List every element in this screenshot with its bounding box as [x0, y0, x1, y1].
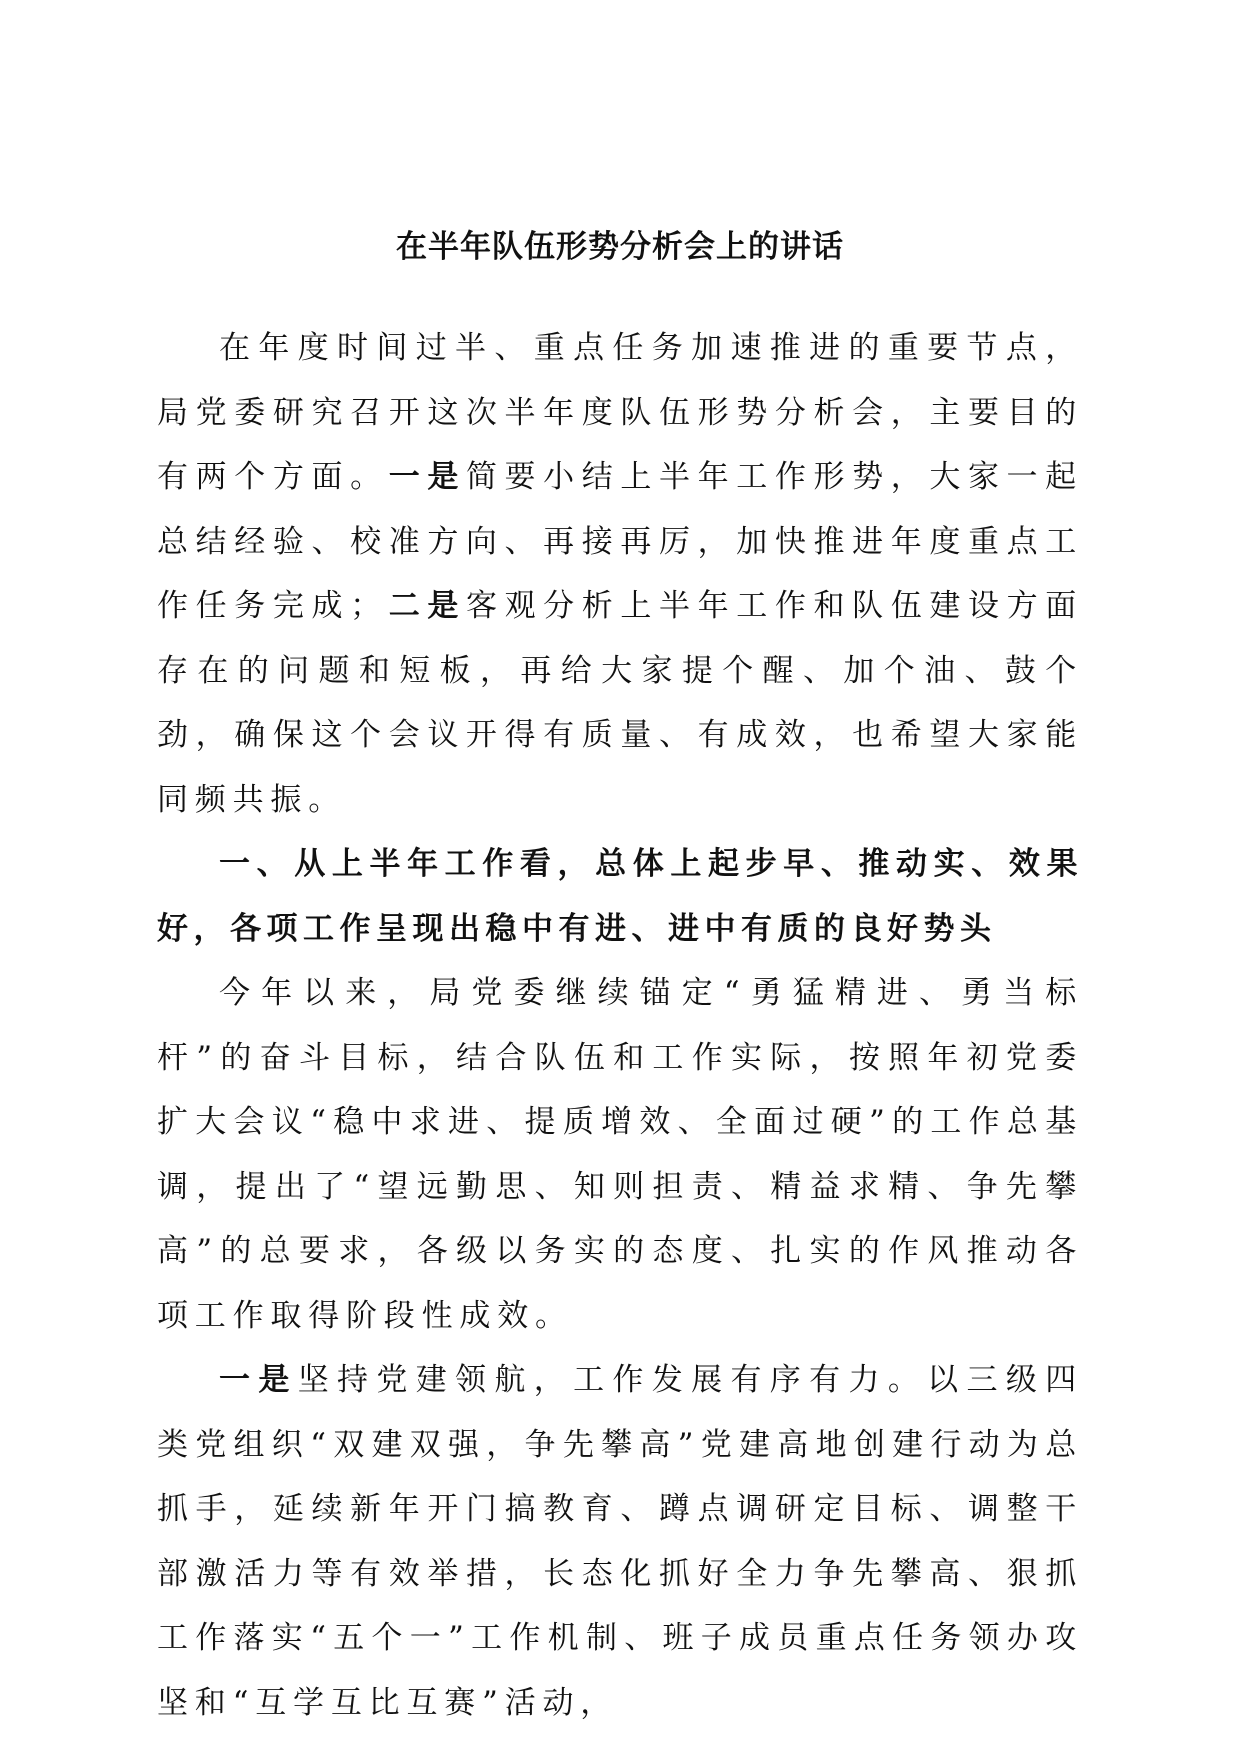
document-title: 在半年队伍形势分析会上的讲话 — [396, 229, 844, 265]
point-paragraph — [157, 1348, 1083, 1735]
intro-paragraph — [157, 316, 1083, 832]
intro-text-1: 在年度时间过半、重点任务加速推进的重要节点，局党委研究召开这次半年度队伍形势分析会，主要目的有两个方面。 — [157, 330, 1083, 495]
intro-text-3: 客观分析上半年工作和队伍建设方面存在的问题和短板，再给大家提个醒、加个油、鼓个劲，确保这个会议开得有质量、有成效，也希望大家能同频共振。 — [157, 588, 1083, 818]
section-heading: 一、从上半年工作看，总体上起步早、推动实、效果好，各项工作呈现出稳中有进、进中有质的良好势头 — [157, 846, 1083, 947]
intro-text-2: 简要小结上半年工作形势，大家一起总结经验、校准方向、再接再厉，加快推进年度重点工作任务完成； — [157, 459, 1083, 624]
point-text: 坚持党建领航，工作发展有序有力。以三级四类党组织“双建双强，争先攀高”党建高地创建行动为总抓手，延续新年开门搞教育、蹲点调研定目标、调整干部激活力等有效举措，长态化抓好全力争先攀高、狠抓工作落实“五个一”工作机制、班子成员重点任务领办攻坚和“互学互比互赛”活动， — [157, 1362, 1083, 1721]
intro-lead-2: 二是 — [387, 588, 466, 624]
point-lead: 一是 — [219, 1362, 298, 1398]
section-paragraph: 今年以来，局党委继续锚定“勇猛精进、勇当标杆”的奋斗目标，结合队伍和工作实际，按照年初党委扩大会议“稳中求进、提质增效、全面过硬”的工作总基调，提出了“望远勤思、知则担责、精益求精、争先攀高”的总要求，各级以务实的态度、扎实的作风推动各项工作取得阶段性成效。 — [157, 975, 1083, 1334]
intro-lead-1: 一是 — [388, 459, 466, 495]
document-body — [157, 316, 1083, 1735]
